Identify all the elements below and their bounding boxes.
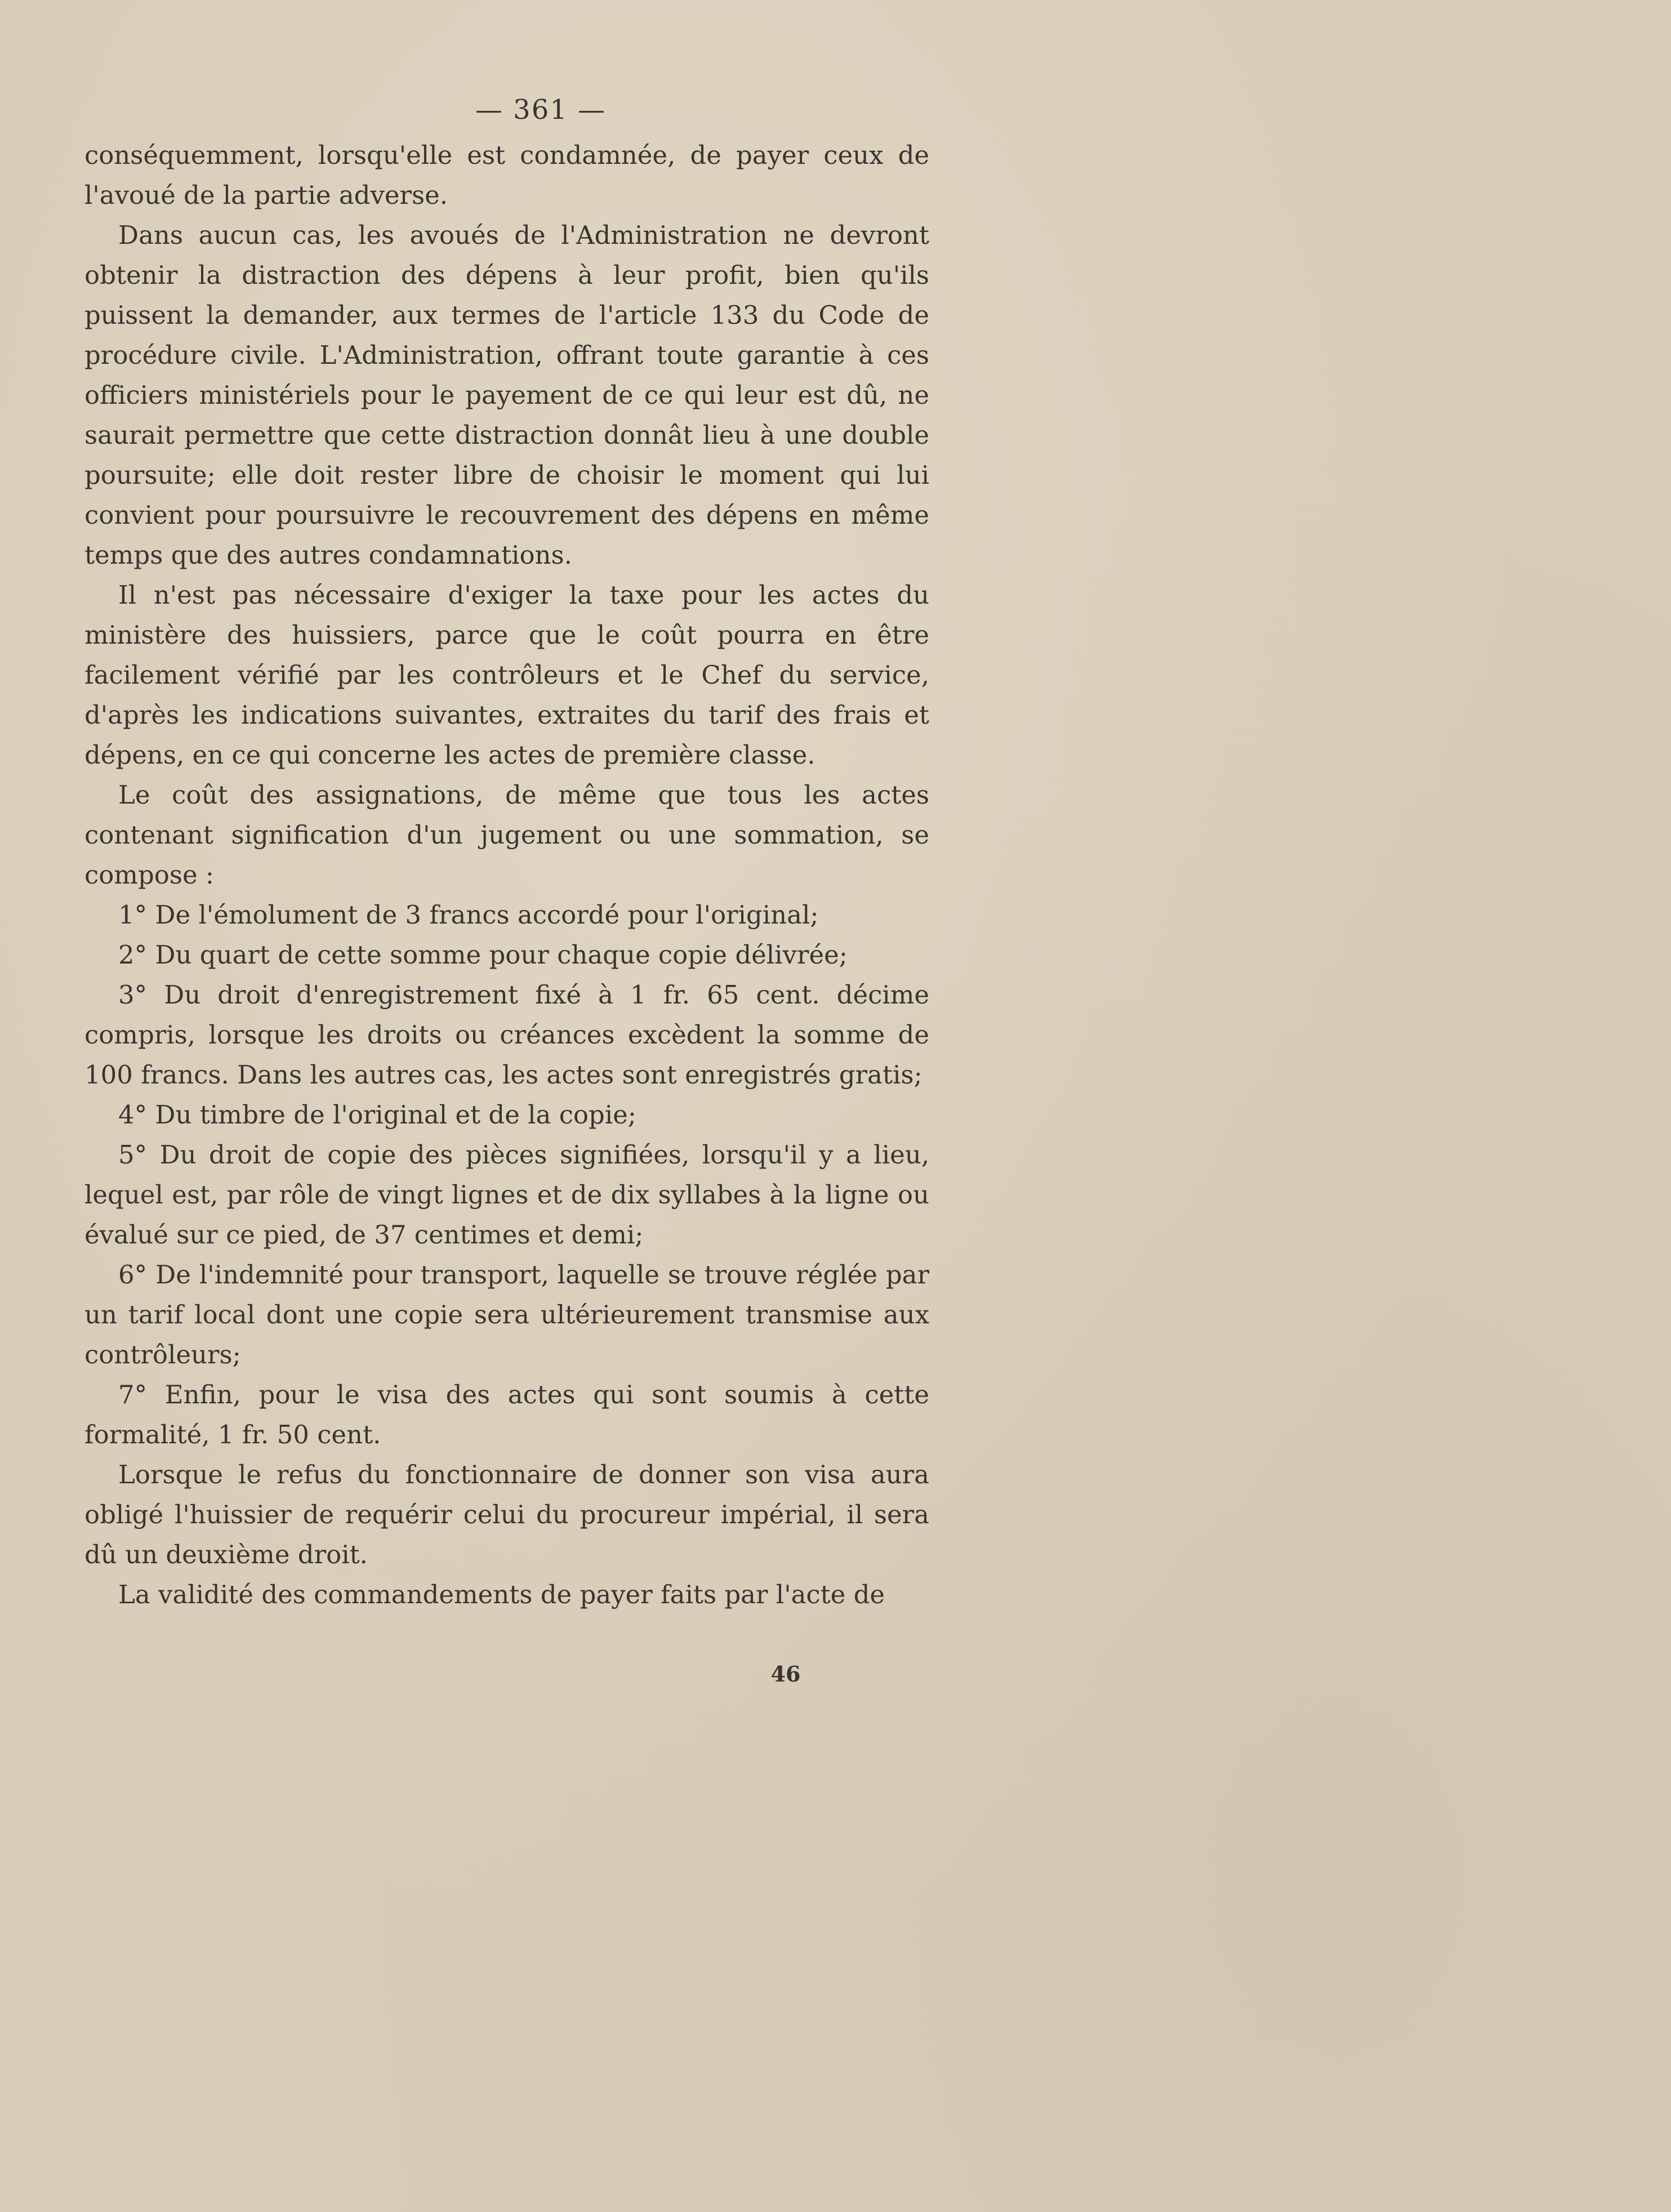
paragraph-refus-visa: Lorsque le refus du fonctionnaire de donner son visa aura obligé l'huissier de requérir celui du procureur impérial, il sera dû un deuxième droit. — [84, 1460, 929, 1569]
list-item-4: 4° Du timbre de l'original et de la copie; — [118, 1100, 636, 1130]
list-item-5: 5° Du droit de copie des pièces signifiées, lorsqu'il y a lieu, lequel est, par rôle de vingt lignes et de dix syllabes à la ligne ou évalué sur ce pied, de 37 centimes et demi; — [84, 1140, 929, 1250]
list-item-6: 6° De l'indemnité pour transport, laquelle se trouve réglée par un tarif local dont une copie sera ultérieurement transmise aux contrôleurs; — [84, 1260, 929, 1370]
paragraph-validite: La validité des commandements de payer faits par l'acte de — [118, 1580, 885, 1609]
paragraph-continuation: conséquemment, lorsqu'elle est condamnée, de payer ceux de l'avoué de la partie adverse. — [84, 140, 929, 210]
paragraph-avoues: Dans aucun cas, les avoués de l'Administration ne devront obtenir la distraction des dépens à leur profit, bien qu'ils puissent la demander, aux termes de l'article 133 du Code de procédure civile. L'Administration, offrant toute garantie à ces officiers ministériels pour le payement de ce qui leur est dû, ne saurait permettre que cette distraction donnât lieu à une double poursuite; elle doit rester libre de choisir le moment qui lui convient pour poursuivre le recouvrement des dépens en même temps que des autres condamnations. — [84, 220, 929, 570]
list-item-2: 2° Du quart de cette somme pour chaque copie délivrée; — [118, 940, 848, 970]
page-text-block — [84, 84, 929, 1615]
page-number-header: — 361 — — [475, 94, 607, 126]
paragraph-taxe: Il n'est pas nécessaire d'exiger la taxe pour les actes du ministère des huissiers, parce que le coût pourra en être facilement vérifié par les contrôleurs et le Chef du service, d'après les indications suivantes, extraites du tarif des frais et dépens, en ce qui concerne les actes de première classe. — [84, 580, 929, 770]
list-item-1: 1° De l'émolument de 3 francs accordé pour l'original; — [118, 900, 819, 930]
paragraph-cout-assignations: Le coût des assignations, de même que tous les actes contenant signification d'un jugement ou une sommation, se compose : — [84, 780, 929, 890]
signature-mark: 46 — [770, 1661, 801, 1687]
list-item-3: 3° Du droit d'enregistrement fixé à 1 fr. 65 cent. décime compris, lorsque les droits ou créances excèdent la somme de 100 francs. Dans les autres cas, les actes sont enregistrés gratis; — [84, 980, 929, 1090]
list-item-7: 7° Enfin, pour le visa des actes qui sont soumis à cette formalité, 1 fr. 50 cent. — [84, 1380, 929, 1450]
